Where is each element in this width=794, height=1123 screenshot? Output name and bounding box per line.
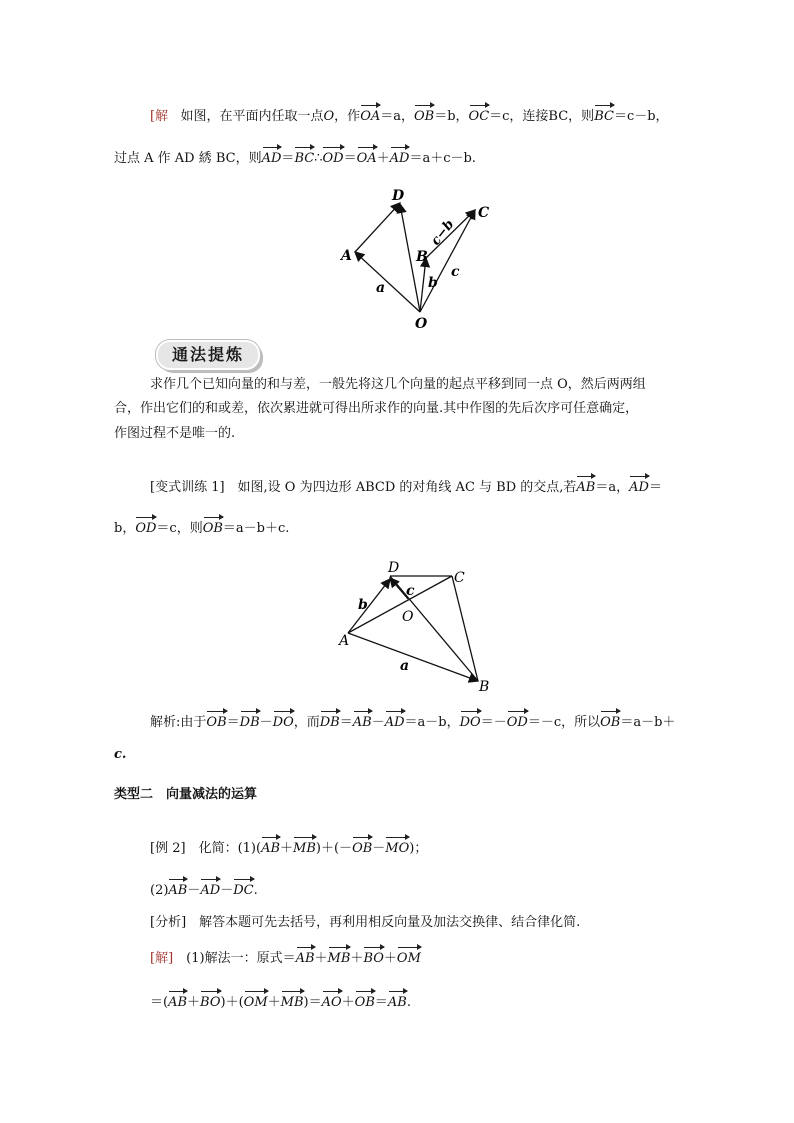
quadrilateral-diagram: [330, 555, 505, 700]
method-text-line1: 求作几个已知向量的和与差，一般先将这几个向量的起点平移到同一点 O，然后两两组: [150, 377, 646, 392]
method-text-line3: 作图过程不是唯一的.: [114, 426, 236, 441]
vector-od: OD: [135, 521, 157, 536]
solution-tag: [解]: [150, 951, 174, 966]
example1-solution-line1: [解 如图，在平面内任取一点O，作OA＝a，OB＝b，OC＝c，连接BC，则BC＝c－b，: [150, 109, 669, 124]
vector-ob: OB: [414, 109, 435, 124]
analysis-tag: [分析]: [150, 915, 187, 930]
variant1-line2: b，OD＝c，则OB＝a－b＋c.: [114, 521, 290, 536]
vector-bc: BC: [594, 109, 614, 124]
label-d: D: [392, 188, 405, 204]
vector-ad: AD: [261, 151, 282, 166]
example1-solution-line2: 过点 A 作 AD 綉 BC，则AD＝BC∴OD＝OA＋AD＝a＋c－b.: [114, 151, 476, 166]
label-vec-b: b: [428, 275, 438, 291]
vector-ob: OB: [202, 521, 223, 536]
label-b: B: [479, 679, 490, 695]
example2-line1: [例 2] 化简：(1)(AB＋MB)＋(－OB－MO)；: [150, 841, 428, 856]
method-summary-badge: 通法提炼: [156, 340, 260, 370]
section-heading-type2: 类型二 向量减法的运算: [114, 787, 258, 802]
example2-solution-line2: ＝(AB＋BO)＋(OM＋MB)＝AO＋OB＝AB.: [150, 995, 411, 1010]
example2-solution-line1: [解] (1)解法一：原式＝AB＋MB＋BO＋OM: [150, 951, 421, 966]
vector-ab: AB: [576, 480, 596, 495]
analysis-tag: 解析: [150, 715, 177, 730]
label-vec-a: a: [376, 280, 386, 296]
label-d: D: [388, 560, 400, 576]
label-vec-b: b: [358, 597, 368, 613]
example2-line2: (2)AB－AD－DC.: [150, 883, 258, 898]
method-text-line2: 合，作出它们的和或差，依次累进就可得出所求作的向量.其中作图的先后次序可任意确定，: [114, 401, 639, 416]
label-a: A: [339, 633, 350, 649]
vector-diagram-1: [330, 180, 510, 340]
label-vec-cb: c−b: [428, 217, 458, 249]
variant1-analysis-line1: 解析:由于OB＝DB－DO，而DB＝AB－AD＝a－b，DO＝－OD＝－c，所以OB＝a－b＋: [150, 715, 676, 730]
vector-bc: BC: [294, 151, 315, 166]
label-a: A: [341, 248, 352, 264]
label-b: B: [416, 249, 428, 265]
label-vec-c: c: [406, 583, 415, 599]
vector-oa: OA: [356, 151, 377, 166]
variant1-line1: [变式训练 1] 如图,设 O 为四边形 ABCD 的对角线 AC 与 BD 的交点,若AB＝a，AD＝: [150, 480, 662, 495]
vector-oa: OA: [360, 109, 381, 124]
label-c: C: [454, 570, 465, 586]
vector-ad: AD: [389, 151, 410, 166]
label-o: O: [415, 316, 428, 332]
example2-analysis: [分析] 解答本题可先去括号，再利用相反向量及加法交换律、结合律化简.: [150, 915, 581, 930]
example2-tag: [例 2]: [150, 841, 186, 856]
label-vec-c: c: [451, 264, 460, 280]
vector-ad: AD: [629, 480, 649, 495]
label-o: O: [402, 609, 414, 625]
vector-ad-line: [348, 579, 390, 633]
vector-oc: OC: [468, 109, 490, 124]
variant1-analysis-line2: c.: [114, 747, 127, 762]
solution-tag: [解: [150, 109, 169, 124]
label-vec-a: a: [400, 658, 410, 674]
vector-ad-line: [355, 203, 400, 252]
label-c: C: [478, 205, 490, 221]
vector-od: OD: [322, 151, 344, 166]
